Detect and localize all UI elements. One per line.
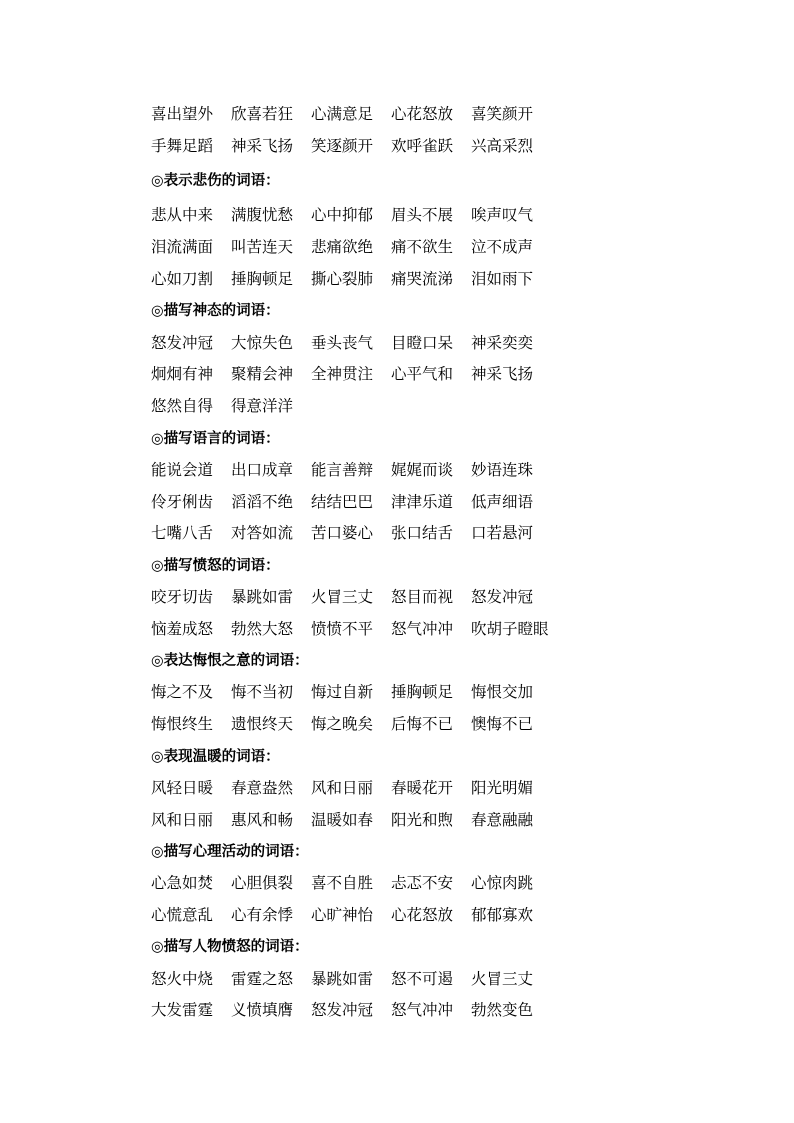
idiom-word: 暴跳如雷: [231, 588, 294, 607]
idiom-word: 泪如雨下: [471, 270, 534, 289]
idiom-word: 满腹忧愁: [231, 206, 294, 225]
idiom-word: 泪流满面: [151, 238, 214, 257]
section-heading: ◎描写神态的词语：: [151, 303, 280, 320]
idiom-word: 悔恨交加: [471, 683, 534, 702]
idiom-word: 吹胡子瞪眼: [471, 619, 549, 638]
idiom-word: 叫苦连天: [231, 238, 294, 257]
idiom-word: 风和日丽: [151, 810, 214, 829]
word-row: [151, 453, 711, 485]
idiom-word: 炯炯有神: [151, 365, 214, 384]
word-row: [151, 676, 711, 708]
word-row: [151, 199, 711, 231]
idiom-word: 痛不欲生: [391, 238, 454, 257]
idiom-word: 能言善辩: [311, 460, 374, 479]
idiom-word: 目瞪口呆: [391, 333, 454, 352]
idiom-word: 滔滔不绝: [231, 492, 294, 511]
section-heading: ◎描写心理活动的词语：: [151, 843, 309, 860]
idiom-word: 心平气和: [391, 365, 454, 384]
word-row: [151, 866, 711, 898]
word-row: [151, 994, 711, 1026]
word-row: [151, 230, 711, 262]
idiom-word: 聚精会神: [231, 365, 294, 384]
idiom-word: 撕心裂肺: [311, 270, 374, 289]
idiom-word: 勃然大怒: [231, 619, 294, 638]
idiom-word: 大发雷霆: [151, 1001, 214, 1020]
idiom-word: 眉头不展: [391, 206, 454, 225]
word-row: [151, 962, 711, 994]
idiom-word: 心满意足: [311, 104, 374, 123]
word-list: [151, 97, 711, 1025]
idiom-word: 恼羞成怒: [151, 619, 214, 638]
idiom-word: 手舞足蹈: [151, 136, 214, 155]
idiom-word: 后悔不已: [391, 715, 454, 734]
idiom-word: 津津乐道: [391, 492, 454, 511]
word-row: [151, 262, 711, 294]
section-heading: ◎表达悔恨之意的词语：: [151, 653, 309, 670]
idiom-word: 能说会道: [151, 460, 214, 479]
idiom-word: 痛哭流涕: [391, 270, 454, 289]
idiom-word: 怒发冲冠: [471, 588, 534, 607]
idiom-word: 神采飞扬: [231, 136, 294, 155]
word-row: [151, 326, 711, 358]
section-heading: ◎描写愤怒的词语：: [151, 557, 280, 574]
idiom-word: 惠风和畅: [231, 810, 294, 829]
idiom-word: 怒发冲冠: [151, 333, 214, 352]
idiom-word: 春暖花开: [391, 778, 454, 797]
idiom-word: 忐忑不安: [391, 874, 454, 893]
word-row: [151, 129, 711, 161]
idiom-word: 捶胸顿足: [231, 270, 294, 289]
idiom-word: 心中抑郁: [311, 206, 374, 225]
idiom-word: 阳光和煦: [391, 810, 454, 829]
section-heading: ◎描写语言的词语：: [151, 430, 280, 447]
idiom-word: 笑逐颜开: [311, 136, 374, 155]
idiom-word: 心慌意乱: [151, 906, 214, 925]
idiom-word: 悔之晚矣: [311, 715, 374, 734]
idiom-word: 雷霆之怒: [231, 969, 294, 988]
idiom-word: 郁郁寡欢: [471, 906, 534, 925]
idiom-word: 怒目而视: [391, 588, 454, 607]
idiom-word: 心急如焚: [151, 874, 214, 893]
idiom-word: 得意洋洋: [231, 397, 294, 416]
idiom-word: 遗恨终天: [231, 715, 294, 734]
word-row: [151, 517, 711, 549]
idiom-word: 心旷神怡: [311, 906, 374, 925]
idiom-word: 风和日丽: [311, 778, 374, 797]
word-row: [151, 803, 711, 835]
idiom-word: 低声细语: [471, 492, 534, 511]
idiom-word: 苦口婆心: [311, 524, 374, 543]
idiom-word: 兴高采烈: [471, 136, 534, 155]
section-heading: ◎表现温暖的词语：: [151, 748, 280, 765]
word-row: [151, 580, 711, 612]
idiom-word: 心胆俱裂: [231, 874, 294, 893]
idiom-word: 怒气冲冲: [391, 1001, 454, 1020]
section-heading: ◎表示悲伤的词语：: [151, 173, 280, 190]
idiom-word: 悲从中来: [151, 206, 214, 225]
word-row: [151, 612, 711, 644]
idiom-word: 火冒三丈: [311, 588, 374, 607]
idiom-word: 大惊失色: [231, 333, 294, 352]
idiom-word: 春意融融: [471, 810, 534, 829]
idiom-word: 出口成章: [231, 460, 294, 479]
idiom-word: 愤愤不平: [311, 619, 374, 638]
idiom-word: 悔之不及: [151, 683, 214, 702]
word-row: [151, 707, 711, 739]
idiom-word: 悲痛欲绝: [311, 238, 374, 257]
idiom-word: 喜笑颜开: [471, 104, 534, 123]
idiom-word: 风轻日暖: [151, 778, 214, 797]
word-row: [151, 358, 711, 390]
idiom-word: 妙语连珠: [471, 460, 534, 479]
idiom-word: 怒不可遏: [391, 969, 454, 988]
idiom-word: 全神贯注: [311, 365, 374, 384]
idiom-word: 咬牙切齿: [151, 588, 214, 607]
idiom-word: 对答如流: [231, 524, 294, 543]
section-heading: ◎描写人物愤怒的词语：: [151, 939, 309, 956]
idiom-word: 神采飞扬: [471, 365, 534, 384]
idiom-word: 暴跳如雷: [311, 969, 374, 988]
word-row: [151, 771, 711, 803]
idiom-word: 泣不成声: [471, 238, 534, 257]
idiom-word: 心惊肉跳: [471, 874, 534, 893]
idiom-word: 怒发冲冠: [311, 1001, 374, 1020]
word-row: [151, 389, 711, 421]
idiom-word: 七嘴八舌: [151, 524, 214, 543]
idiom-word: 喜不自胜: [311, 874, 374, 893]
idiom-word: 悠然自得: [151, 397, 214, 416]
idiom-word: 欣喜若狂: [231, 104, 294, 123]
idiom-word: 欢呼雀跃: [391, 136, 454, 155]
idiom-word: 捶胸顿足: [391, 683, 454, 702]
idiom-word: 懊悔不已: [471, 715, 534, 734]
idiom-word: 心花怒放: [391, 906, 454, 925]
word-row: [151, 485, 711, 517]
idiom-word: 心有余悸: [231, 906, 294, 925]
idiom-word: 娓娓而谈: [391, 460, 454, 479]
idiom-word: 口若悬河: [471, 524, 534, 543]
idiom-word: 悔不当初: [231, 683, 294, 702]
idiom-word: 结结巴巴: [311, 492, 374, 511]
idiom-word: 喜出望外: [151, 104, 214, 123]
idiom-word: 心如刀割: [151, 270, 214, 289]
idiom-word: 勃然变色: [471, 1001, 534, 1020]
idiom-word: 火冒三丈: [471, 969, 534, 988]
idiom-word: 垂头丧气: [311, 333, 374, 352]
idiom-word: 阳光明媚: [471, 778, 534, 797]
idiom-word: 伶牙俐齿: [151, 492, 214, 511]
idiom-word: 怒气冲冲: [391, 619, 454, 638]
idiom-word: 悔过自新: [311, 683, 374, 702]
idiom-word: 唉声叹气: [471, 206, 534, 225]
idiom-word: 心花怒放: [391, 104, 454, 123]
word-row: [151, 97, 711, 129]
idiom-word: 张口结舌: [391, 524, 454, 543]
idiom-word: 春意盎然: [231, 778, 294, 797]
idiom-word: 悔恨终生: [151, 715, 214, 734]
idiom-word: 温暖如春: [311, 810, 374, 829]
idiom-word: 怒火中烧: [151, 969, 214, 988]
idiom-word: 义愤填膺: [231, 1001, 294, 1020]
idiom-word: 神采奕奕: [471, 333, 534, 352]
word-row: [151, 898, 711, 930]
